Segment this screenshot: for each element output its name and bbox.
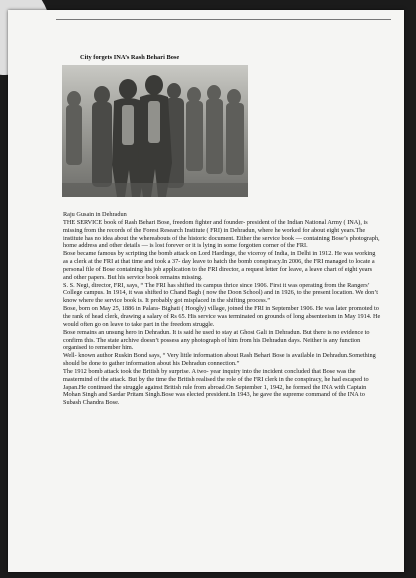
byline: Raju Gusain in Dehradun — [63, 211, 127, 218]
paragraph: Bose, born on May 25, 1886 in Palara- Bighati ( Hoogly) village, joined the FRI in September 1906. He was later promoted to the rank of head clerk, drawing a salary of Rs 65. His service was terminated on grounds of long absenteeism in May 1914. He would often go on leave to take part in the freedom struggle. — [63, 305, 381, 328]
document-page — [8, 10, 404, 572]
archival-photo — [62, 65, 248, 197]
headline: City forgets INA’s Rash Behari Bose — [80, 54, 180, 61]
paragraph: Bose remains an unsung hero in Dehradun. It is said he used to stay at Ghosi Gali in Dehradun. But there is no evidence to confirm this. The state archive doesn’t possess any photograph of him from his Dehradun days. Neither is any function organised to remember him. — [63, 328, 370, 352]
paragraph: THE SERVICE book of Rash Behari Bose, freedom fighter and founder- president of the Indian National Army ( INA), is missing from the records of the Forest Research Institute ( FRI) in Dehradun, where he worked for about eight years.The institute has no idea about the whereabouts of the historic document. Either the service book — containing Bose’s photograph, home address and other details — is lost forever or it is lying in some forgotten corner of the FRI. — [63, 218, 380, 250]
paragraph: Bose became famous by scripting the bomb attack on Lord Hardinge, the viceroy of India, in Delhi in 1912. He was working as a clerk at the FRI at that time and took a 37- day leave to hatch the bomb conspiracy.In 2006, the FRI managed to locate a personal file of Bose containing his job application to the FRI director, a request letter for leave, a leave chart of eight years and other papers. But his service book remains missing. — [63, 250, 376, 281]
article-body — [63, 211, 381, 407]
top-rule — [56, 19, 391, 20]
paragraph: Well- known author Ruskin Bond says, “ Very little information about Rash Behari Bose is available in Dehradun.Something should be done to gather information about his Dehradun connection.” — [63, 352, 376, 368]
paragraph: S. S. Negi, director, FRI, says, “ The FRI has shifted its campus thrice since 1906. First it was operating from the Rangers’ College campus. In 1914, it was shifted to Chand Bagh ( now the Doon School) and in 1926, to the present location. We don’t know where the service book is. It probably got misplaced in the shifting process.” — [63, 281, 379, 305]
paragraph: The 1912 bomb attack took the British by surprise. A two- year inquiry into the incident concluded that Bose was the mastermind of the attack. But by the time the British realised the role of the FRI clerk in the conspiracy, he had escaped to Japan.He continued the struggle against British rule from abroad.On September 1, 1942, he formed the INA with Captain Mohan Singh and Sardar Pritam Singh.Bose was elected president.In 1943, he gave the supreme command of the INA to Subash Chandra Bose. — [63, 367, 369, 407]
